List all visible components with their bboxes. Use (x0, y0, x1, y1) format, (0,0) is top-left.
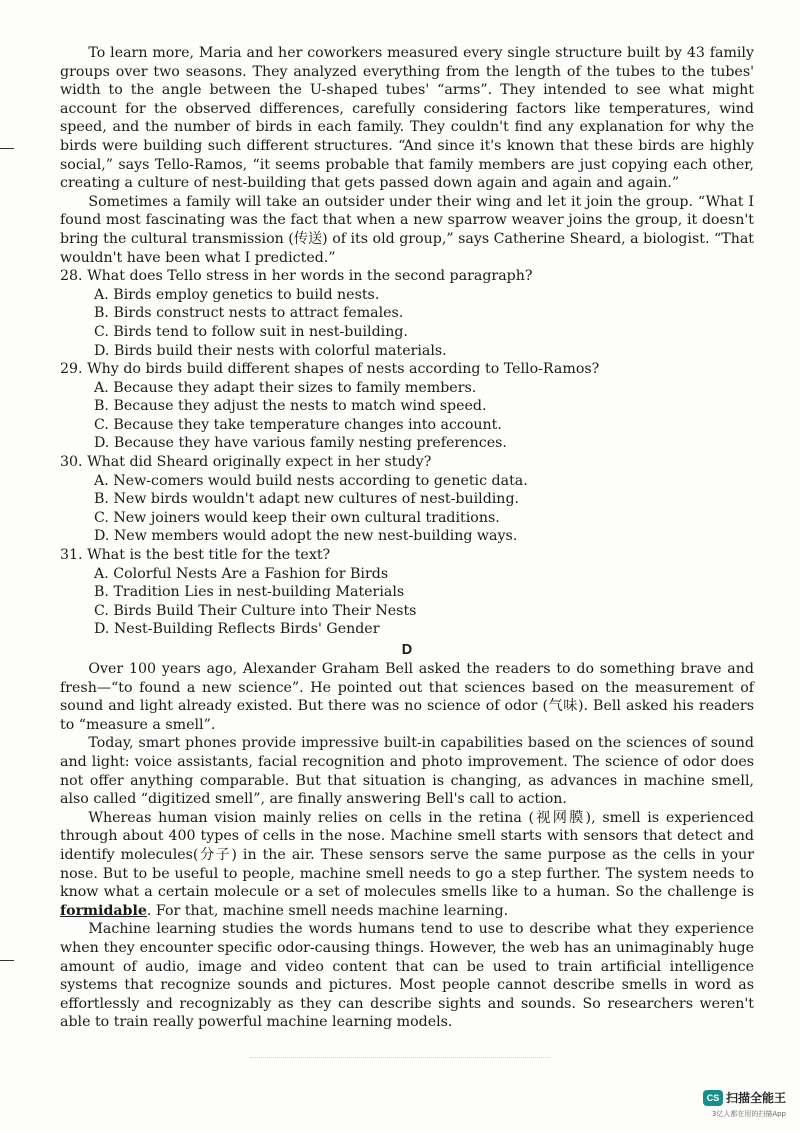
passage-d-paragraph: Machine learning studies the words humans tend to use to describe what they experience when they encounter specific odor-causing things. However, the web has an unimaginably huge amount of audio, image and video content that can be used to train artificial intelligence systems that recognize sounds and pictures. Most people cannot describe smells in word as effortlessly and recognizably as they can describe sights and sounds. So researchers weren't able to train really powerful machine learning models. (60, 921, 754, 1031)
option-c[interactable]: C. Birds Build Their Culture into Their Nests (94, 602, 417, 619)
section-d-heading: D (401, 642, 413, 658)
passage-c-paragraph: Sometimes a family will take an outsider under their wing and let it join the group. “What I found most fascinating was the fact that when a new sparrow weaver joins the group, it doesn't bring the cultural transmission (传送) of its old group,” says Catherine Sheard, a biologist. “That wouldn't have been what I predicted.” (60, 193, 755, 266)
option-d[interactable]: D. Birds build their nests with colorful materials. (94, 342, 447, 359)
question-stem: 29. Why do birds build different shapes of nests according to Tello-Ramos? (60, 361, 600, 378)
exam-page (60, 44, 754, 1032)
question-stem: 30. What did Sheard originally expect in her study? (60, 454, 432, 471)
watermark-tagline: 3亿人都在用的扫描App (711, 1110, 786, 1118)
question-28 (60, 267, 754, 360)
option-a[interactable]: A. Colorful Nests Are a Fashion for Birds (94, 565, 389, 582)
paragraph-text: . For that, machine smell needs machine learning. (146, 902, 509, 919)
option-b[interactable]: B. Tradition Lies in nest-building Materials (94, 584, 405, 601)
cs-logo-icon: CS (703, 1090, 723, 1106)
option-a[interactable]: A. Because they adapt their sizes to family members. (94, 379, 477, 396)
keyword-formidable: formidable (60, 902, 147, 919)
passage-d-paragraph: Over 100 years ago, Alexander Graham Bell asked the readers to do something brave and fresh—“to found a new science”. He pointed out that sciences based on the measurement of sound and light already existed. But there was no science of odor (气味). Bell asked his readers to “measure a smell”. (60, 661, 754, 733)
option-a[interactable]: A. Birds employ genetics to build nests. (94, 286, 380, 303)
option-d[interactable]: D. Nest-Building Reflects Birds' Gender (94, 621, 380, 638)
watermark-name: 扫描全能王 (725, 1091, 786, 1105)
question-29 (60, 360, 754, 453)
question-stem: 31. What is the best title for the text? (60, 547, 331, 564)
question-30 (60, 453, 754, 546)
passage-d-paragraph (60, 809, 754, 921)
option-c[interactable]: C. Because they take temperature changes into account. (94, 416, 502, 433)
option-a[interactable]: A. New-comers would build nests according to genetic data. (94, 472, 528, 489)
option-b[interactable]: B. Birds construct nests to attract females. (94, 305, 404, 322)
margin-mark-bottom (0, 960, 14, 961)
option-d[interactable]: D. Because they have various family nesting preferences. (94, 435, 507, 452)
option-b[interactable]: B. Because they adjust the nests to match wind speed. (94, 398, 487, 415)
passage-c-paragraph: To learn more, Maria and her coworkers measured every single structure built by 43 family groups over two seasons. They analyzed everything from the length of the tubes to the tubes' width to the angle between the U-shaped tubes' “arms”. They intended to see what might account for the observed differences, carefully considering factors like temperatures, wind speed, and the number of birds in each family. They couldn't find any explanation for why the birds were building such different structures. “And since it's known that these birds are highly social,” says Tello-Ramos, “it seems probable that family members are just copying each other, creating a culture of nest-building that gets passed down again and again and again.” (60, 45, 754, 192)
passage-d-paragraph: Today, smart phones provide impressive built-in capabilities based on the sciences of sound and light: voice assistants, facial recognition and photo improvement. The science of odor does not offer anything comparable. But that situation is changing, as advances in machine smell, also called “digitized smell”, are finally answering Bell's call to action. (60, 735, 754, 808)
option-c[interactable]: C. New joiners would keep their own cultural traditions. (94, 509, 500, 526)
option-d[interactable]: D. New members would adopt the new nest-building ways. (94, 528, 518, 545)
margin-mark-top (0, 148, 14, 149)
paragraph-text: Whereas human vision mainly relies on cells in the retina (视网膜), smell is experienced through about 400 types of cells in the nose. Machine smell starts with sensors that detect and identify molecules(分子) in the air. These sensors serve the same purpose as the cells in your nose. But to be useful to people, machine smell needs to go a step further. The system needs to know what a certain molecule or a set of molecules smells like to a human. So the challenge is (60, 809, 754, 901)
option-c[interactable]: C. Birds tend to follow suit in nest-building. (94, 323, 408, 340)
footer-line (250, 1057, 550, 1064)
option-b[interactable]: B. New birds wouldn't adapt new cultures of nest-building. (94, 491, 520, 508)
question-stem: 28. What does Tello stress in her words in the second paragraph? (60, 268, 533, 285)
scanner-watermark (674, 1087, 786, 1119)
question-31 (60, 546, 754, 639)
